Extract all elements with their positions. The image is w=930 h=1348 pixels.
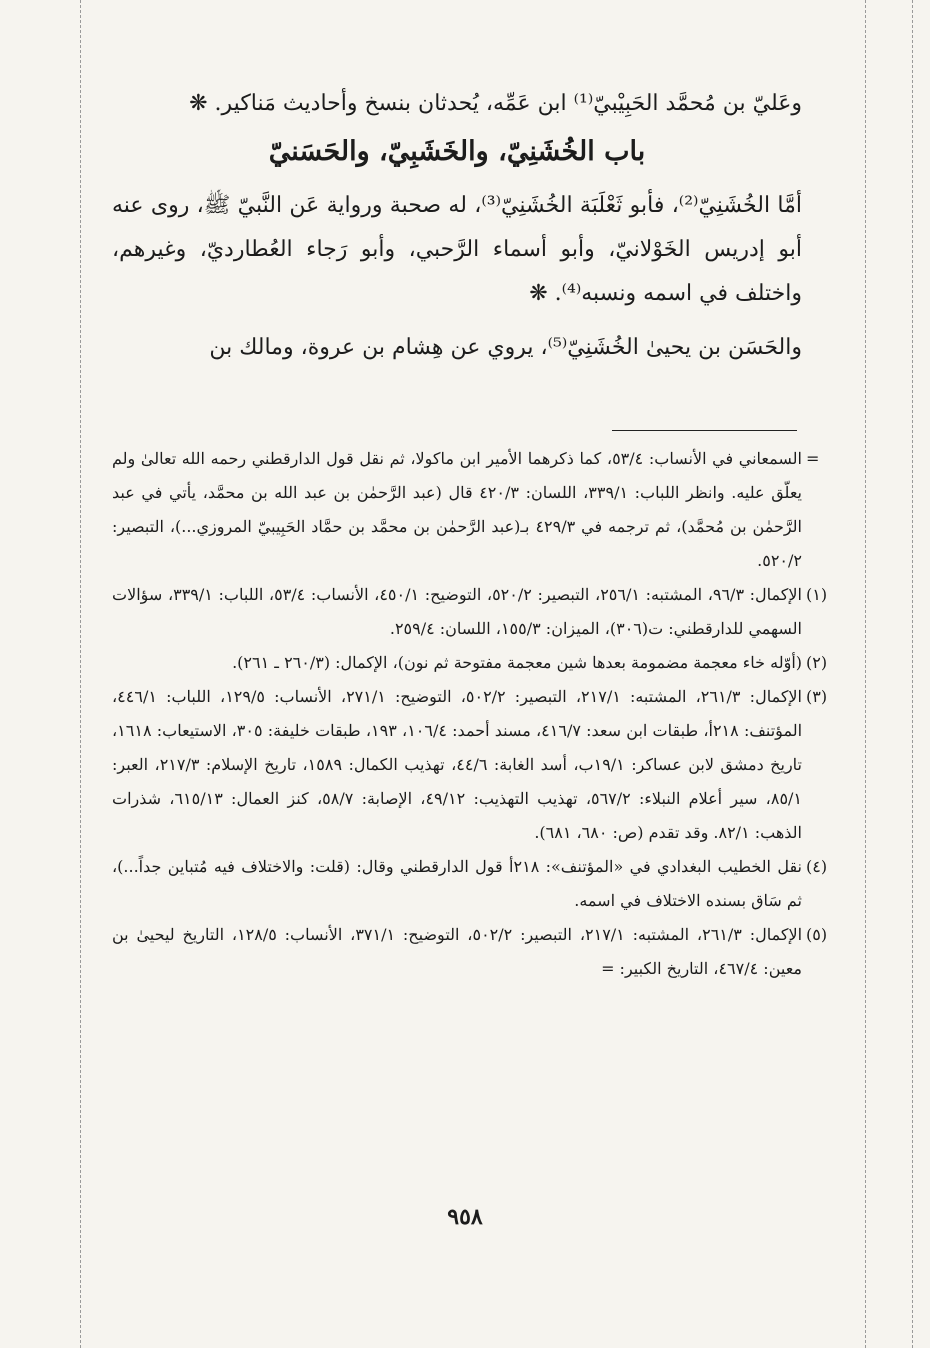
footnote-text: الإكمال: ٩٦/٣، المشتبه: ٢٥٦/١، التبصير: ٥٢٠/٢، التوضيح: ٤٥٠/١، الأنساب: ٥٣/٤، اللباب: ٣٣٩/١، سؤالات السهمي للدارقطني: ت(٣٠٦)، الميزان: ١٥٥/٣، اللسان: ٢٥٩/٤. (112, 585, 802, 638)
main-text-block (112, 82, 802, 370)
footnote-number: (٥) (806, 925, 828, 944)
main-paragraph-2: والحَسَن بن يحيىٰ الخُشَنِيّ⁽⁵⁾، يروي عن هِشام بن عروة، ومالك بن (209, 335, 802, 360)
footnote-number: (٣) (806, 687, 828, 706)
footnotes (112, 442, 828, 986)
footnote-2 (112, 646, 828, 680)
margin-line-right (865, 0, 866, 1348)
footnote-text: السمعاني في الأنساب: ٥٣/٤، كما ذكرهما الأمير ابن ماكولا، ثم نقل قول الدارقطني رحمه الله تعالىٰ ولم يعلّق عليه. وانظر اللباب: ٣٣٩/١، اللسان: ٤٢٠/٣ قال (عبد الرَّحمٰن بن عبد الله بن محمَّد، يأتي في عبد الرَّحمٰن بن مُحمَّد)، ثم ترجمه في ٤٢٩/٣ بـ(عبد الرَّحمٰن بن محمَّد بن حمَّاد الحَبِيبيّ المروزي...)، التبصير: ٥٢٠/٢. (112, 449, 803, 570)
section-title: باب الخُشَنِيّ، والخَشَبِيّ، والحَسَنيّ (268, 136, 646, 167)
footnote-text: الإكمال: ٢٦١/٣، المشتبه: ٢١٧/١، التبصير: ٥٠٢/٢، التوضيح: ٢٧١/١، الأنساب: ١٢٩/٥، اللباب: ٤٤٦/١، المؤتنف: ٢١٨أ، طبقات ابن سعد: ٤١٦/٧، مسند أحمد: ١٠٦/٤، ١٩٣، طبقات خليفة: ٣٠٥، الاستيعاب: ١٦١٨، تاريخ دمشق لابن عساكر: ١٩/١ب، أسد الغابة: ٤٤/٦، تهذيب الكمال: ١٥٨٩، تاريخ الإسلام: ٢١٧/٣، العبر: ٨٥/١، سير أعلام النبلاء: ٥٦٧/٢، تهذيب التهذيب: ٤٩/١٢، الإصابة: ٥٨/٧، كنز العمال: ٦١٥/١٣، شذرات الذهب: ٨٢/١. وقد تقدم (ص: ٦٨٠، ٦٨١). (112, 687, 803, 842)
footnote-number: (١) (806, 585, 828, 604)
footnote-text: (أوّله خاء معجمة مضمومة بعدها شين معجمة مفتوحة ثم نون)، الإكمال: (٢٦٠/٣ ـ ٢٦١). (232, 653, 802, 672)
footnote-text: نقل الخطيب البغدادي في «المؤتنف»: ٢١٨أ قول الدارقطني وقال: (قلت: والاختلاف فيه مُتباين جداً...)، ثم سَاق بسنده الاختلاف في اسمه. (112, 857, 802, 910)
margin-line-left (80, 0, 81, 1348)
footnote-number: (٤) (806, 857, 828, 876)
footnote-separator (612, 430, 797, 431)
footnote-1 (112, 578, 828, 646)
margin-line-edge (912, 0, 913, 1348)
main-paragraph-1: أمَّا الخُشَنِيّ⁽²⁾، فأبو ثَعْلَبَة الخُشَنِيّ⁽³⁾، له صحبة ورواية عَن النَّبيّ ﷺ، روى عنه أبو إدريس الخَوْلانيّ، وأبو أسماء الرَّحبي، وأبو رَجاء العُطارديّ، وغيرهم، واختلف في اسمه ونسبه⁽⁴⁾. ❋ (112, 193, 802, 306)
footnote-continuation (112, 442, 820, 578)
footnote-number: = (806, 449, 820, 468)
footnote-5 (112, 918, 828, 986)
footnote-number: (٢) (806, 653, 828, 672)
main-line-1: وعَليّ بن مُحمَّد الحَبِيْبيّ⁽¹⁾ ابن عَمِّه، يُحدثان بنسخ وأحاديث مَناكير. ❋ (189, 91, 802, 116)
footnote-4 (112, 850, 828, 918)
footnote-text: الإكمال: ٢٦١/٣، المشتبه: ٢١٧/١، التبصير: ٥٠٢/٢، التوضيح: ٣٧١/١، الأنساب: ١٢٨/٥، التاريخ ليحيىٰ بن معين: ٤٦٧/٤، التاريخ الكبير: = (112, 925, 803, 978)
page-number: ٩٥٨ (447, 1204, 483, 1230)
footnote-3 (112, 680, 828, 850)
